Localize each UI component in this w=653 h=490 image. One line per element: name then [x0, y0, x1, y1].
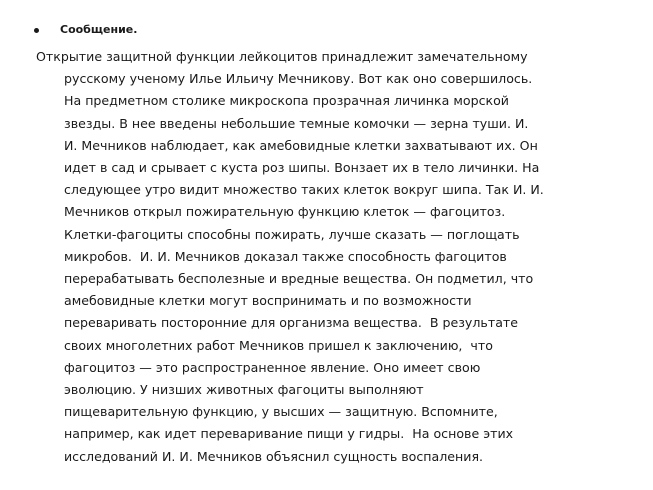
text-line: Мечников открыл пожирательную функцию клеток — фагоцитоз.: [64, 204, 506, 220]
text-line: амебовидные клетки могут воспринимать и по возможности: [64, 293, 472, 309]
text-line: И. Мечников наблюдает, как амебовидные клетки захватывают их. Он: [64, 137, 538, 153]
message-paragraph: [36, 46, 644, 468]
text-line: перерабатывать бесполезные и вредные вещества. Он подметил, что: [64, 271, 534, 287]
text-line: идет в сад и срывает с куста роз шипы. Вонзает их в тело личинки. На: [64, 160, 540, 176]
bullet-icon: [34, 28, 39, 33]
text-line: звезды. В нее введены небольшие темные комочки — зерна туши. И.: [64, 115, 529, 131]
text-line: фагоцитоз — это распространенное явление. Оно имеет свою: [64, 359, 481, 375]
text-line: исследований И. И. Мечников объяснил сущность воспаления.: [64, 448, 484, 464]
text-line: следующее утро видит множество таких клеток вокруг шипа. Так И. И.: [64, 182, 544, 198]
text-line: например, как идет переваривание пищи у гидры. На основе этих: [64, 426, 514, 442]
text-line: эволюцию. У низших животных фагоциты выполняют: [64, 382, 424, 398]
text-line: Открытие защитной функции лейкоцитов принадлежит замечательному: [36, 49, 528, 64]
text-line: русскому ученому Илье Ильичу Мечникову. Вот как оно совершилось.: [64, 71, 533, 87]
text-line: микробов. И. И. Мечников доказал также способность фагоцитов: [64, 248, 507, 264]
text-line: Клетки-фагоциты способны пожирать, лучше сказать — поглощать: [64, 226, 520, 242]
text-line: пищеварительную функцию, у высших — защитную. Вспомните,: [64, 404, 498, 420]
bullet-heading: [34, 20, 137, 40]
heading-label: Сообщение.: [60, 23, 138, 36]
text-line: На предметном столике микроскопа прозрачная личинка морской: [64, 93, 509, 109]
text-line: переваривать посторонние для организма вещества. В результате: [64, 315, 518, 331]
text-line: своих многолетних работ Мечников пришел к заключению, что: [64, 337, 493, 353]
